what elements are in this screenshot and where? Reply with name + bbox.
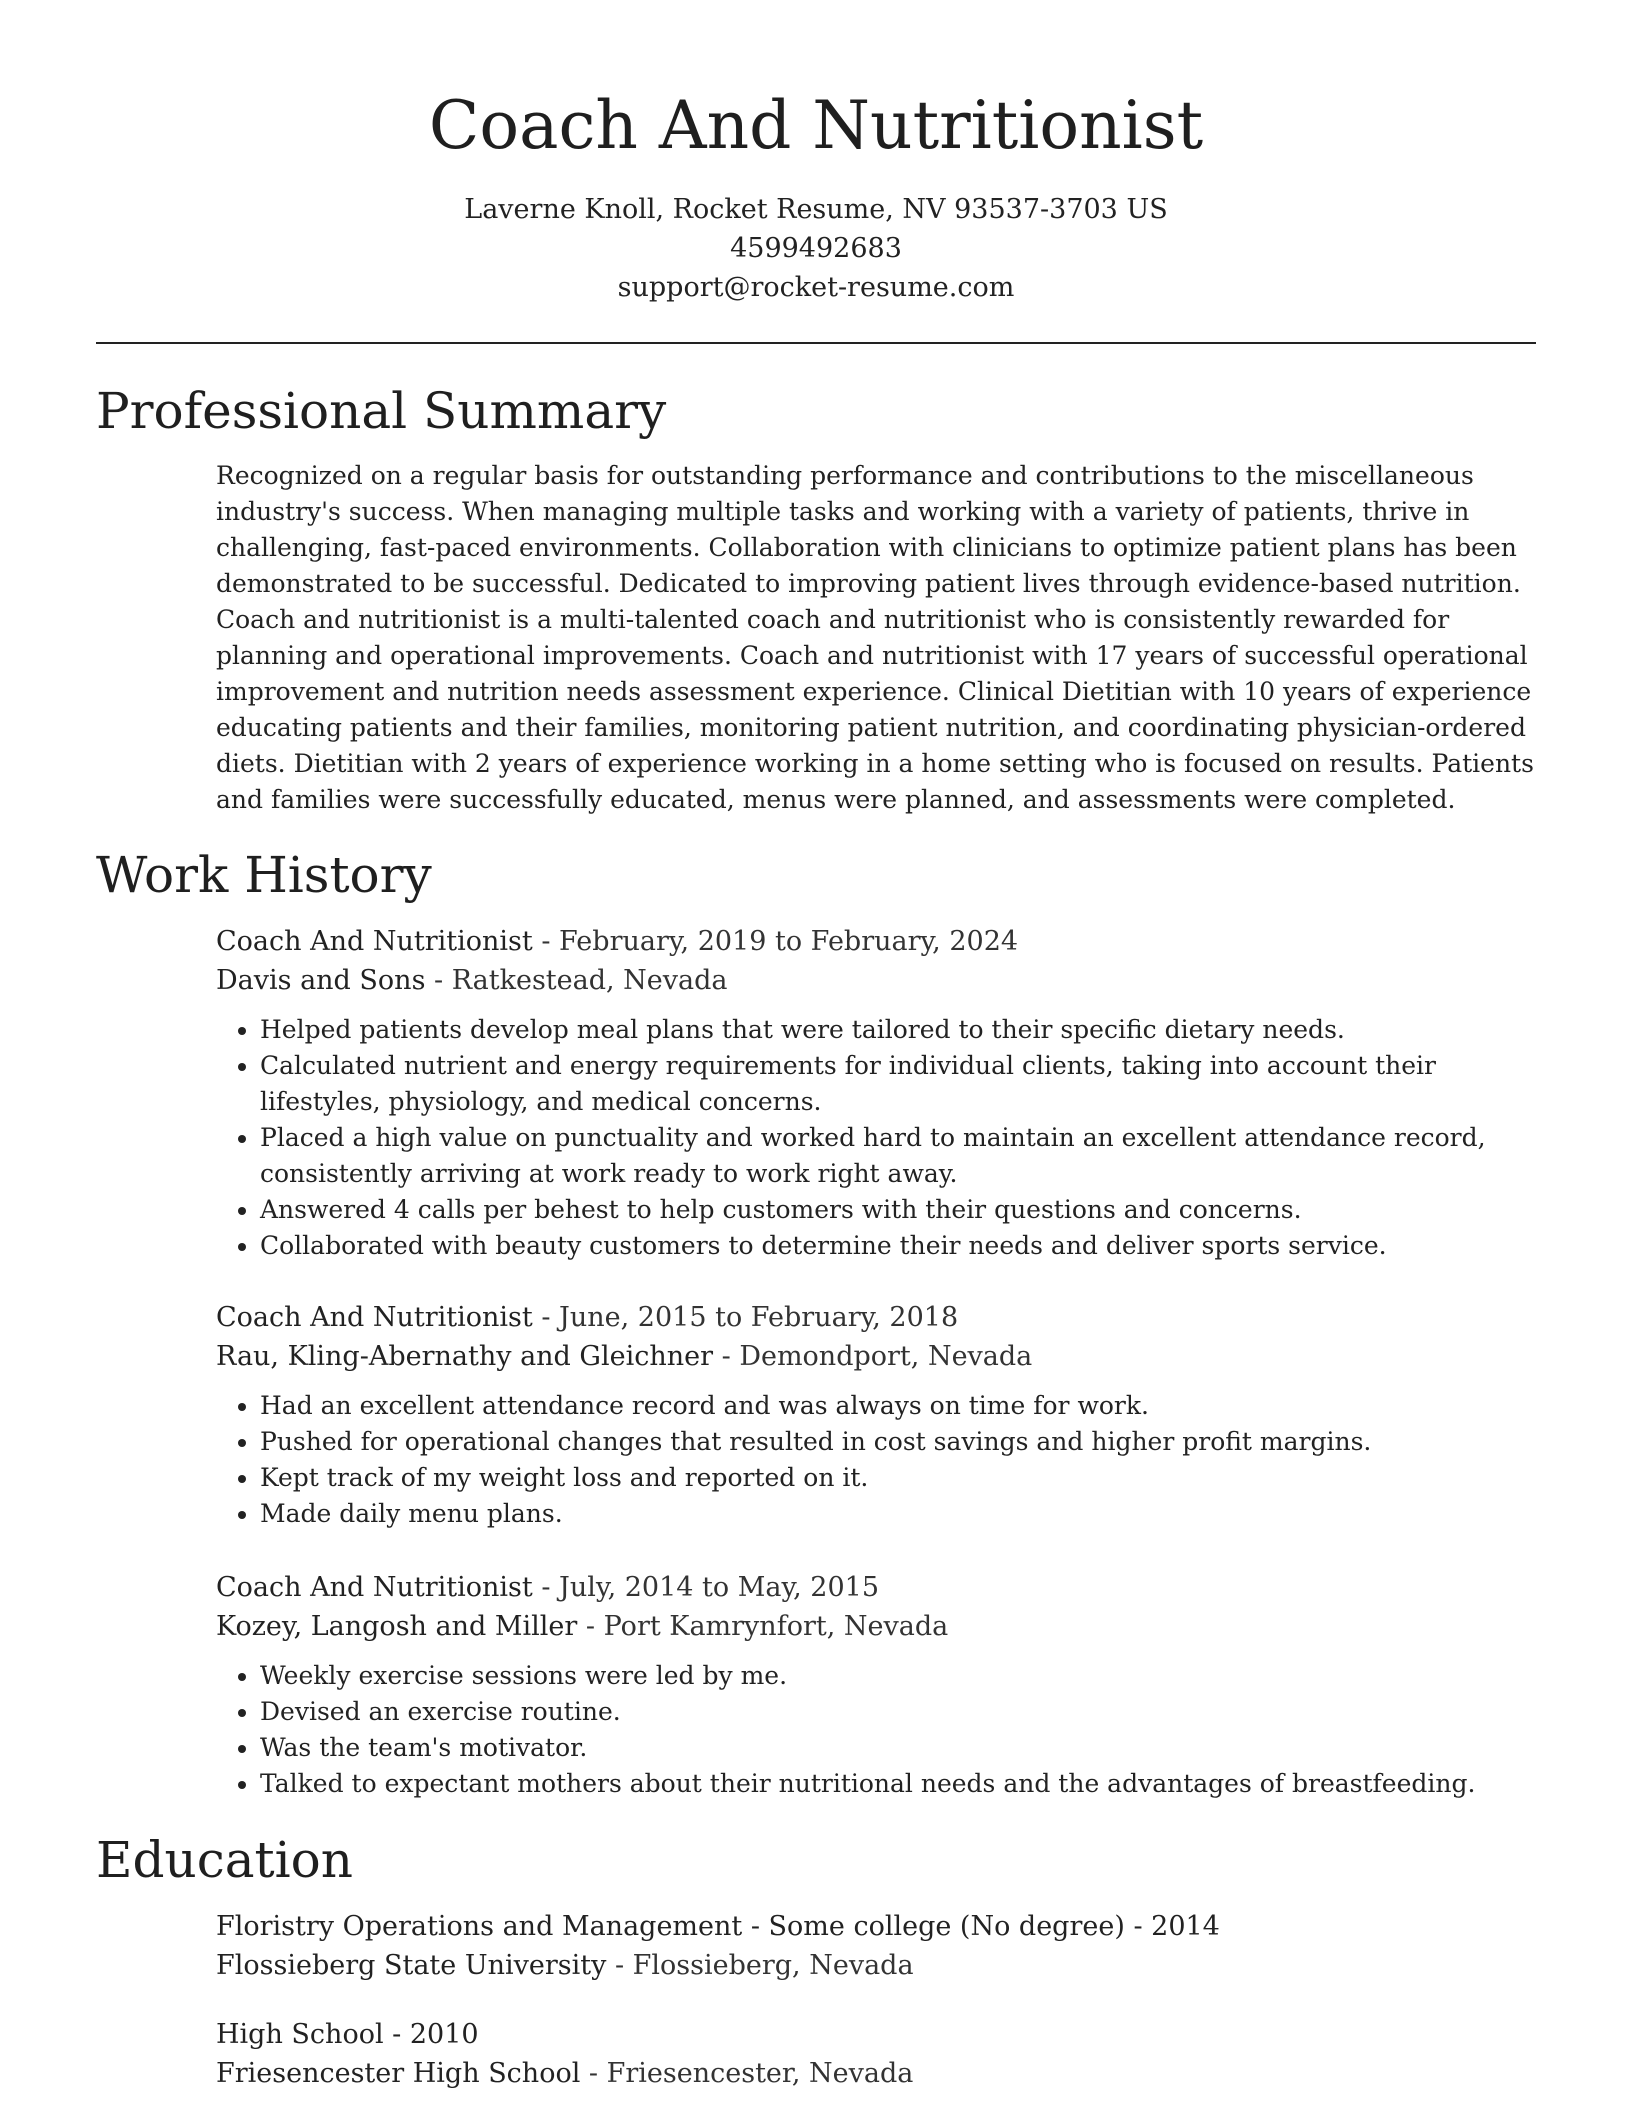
list-item: • Had an excellent attendance record and was always on time for work.	[260, 1388, 1536, 1424]
job-entry	[216, 922, 1536, 1264]
list-item: • Devised an exercise routine.	[260, 1694, 1536, 1730]
job-company-line: Rau, Kling-Abernathy and Gleichner - Demondport, Nevada	[216, 1341, 1033, 1372]
list-item: • Made daily menu plans.	[260, 1496, 1536, 1532]
education-entry	[216, 1907, 1536, 1985]
contact-email: support@rocket-resume.com	[617, 272, 1015, 303]
list-item: • Was the team's motivator.	[260, 1730, 1536, 1766]
job-title-line: Coach And Nutritionist - July, 2014 to May, 2015	[216, 1572, 879, 1603]
job-location: Demondport, Nevada	[739, 1341, 1033, 1372]
section-heading-summary: Professional Summary	[96, 382, 667, 440]
list-item: • Calculated nutrient and energy requirements for individual clients, taking into account their lifestyles, physiology, and medical concerns.	[260, 1048, 1536, 1120]
job-title: Coach And Nutritionist	[216, 1302, 533, 1333]
contact-phone: 4599492683	[730, 233, 902, 264]
job-company-line: Davis and Sons - Ratkestead, Nevada	[216, 965, 728, 996]
education-location: Friesencester, Nevada	[606, 2058, 914, 2089]
education-school-line: Flossieberg State University - Flossieberg, Nevada	[216, 1950, 914, 1981]
education-location: Flossieberg, Nevada	[632, 1950, 914, 1981]
section-heading-work: Work History	[96, 846, 432, 904]
job-location: Port Kamrynfort, Nevada	[603, 1611, 949, 1642]
header-divider	[96, 342, 1536, 344]
education-school: Friesencester High School	[216, 2058, 581, 2089]
list-item: • Collaborated with beauty customers to determine their needs and deliver sports service.	[260, 1228, 1536, 1264]
job-dates: June, 2015 to February, 2018	[559, 1302, 959, 1333]
candidate-name: Coach And Nutritionist	[428, 87, 1204, 164]
job-entry	[216, 1568, 1536, 1802]
job-company: Kozey, Langosh and Miller	[216, 1611, 578, 1642]
list-item: • Helped patients develop meal plans that were tailored to their specific dietary needs.	[260, 1012, 1536, 1048]
job-dates: July, 2014 to May, 2015	[559, 1572, 879, 1603]
job-bullets	[216, 1658, 1536, 1802]
list-item: • Placed a high value on punctuality and worked hard to maintain an excellent attendance record, consistently arriving at work ready to work right away.	[260, 1120, 1536, 1192]
job-bullets	[216, 1388, 1536, 1532]
education-school: Flossieberg State University	[216, 1950, 607, 1981]
job-title-line: Coach And Nutritionist - February, 2019 to February, 2024	[216, 926, 1019, 957]
job-title: Coach And Nutritionist	[216, 926, 533, 957]
summary-block	[216, 458, 1536, 818]
education-degree-line: High School - 2010	[216, 2019, 479, 2050]
contact-block	[0, 190, 1632, 307]
list-item: • Answered 4 calls per behest to help customers with their questions and concerns.	[260, 1192, 1536, 1228]
job-title-line: Coach And Nutritionist - June, 2015 to February, 2018	[216, 1302, 959, 1333]
job-title: Coach And Nutritionist	[216, 1572, 533, 1603]
list-item: • Kept track of my weight loss and reported on it.	[260, 1460, 1536, 1496]
contact-address: Laverne Knoll, Rocket Resume, NV 93537-3703 US	[464, 194, 1168, 225]
education-degree-line: Floristry Operations and Management - Some college (No degree) - 2014	[216, 1911, 1220, 1942]
job-entry	[216, 1298, 1536, 1532]
job-company-line: Kozey, Langosh and Miller - Port Kamrynfort, Nevada	[216, 1611, 949, 1642]
summary-text: Recognized on a regular basis for outstanding performance and contributions to the miscellaneous industry's success. When managing multiple tasks and working with a variety of patients, thrive in challenging, fast-paced environments. Collaboration with clinicians to optimize patient plans has been demonstrated to be successful. Dedicated to improving patient lives through evidence-based nutrition. Coach and nutritionist is a multi-talented coach and nutritionist who is consistently rewarded for planning and operational improvements. Coach and nutritionist with 17 years of successful operational improvement and nutrition needs assessment experience. Clinical Dietitian with 10 years of experience educating patients and their families, monitoring patient nutrition, and coordinating physician-ordered diets. Dietitian with 2 years of experience working in a home setting who is focused on results. Patients and families were successfully educated, menus were planned, and assessments were completed.	[216, 461, 1534, 814]
job-company: Davis and Sons	[216, 965, 426, 996]
list-item: • Pushed for operational changes that resulted in cost savings and higher profit margins.	[260, 1424, 1536, 1460]
section-heading-education: Education	[96, 1831, 353, 1889]
job-company: Rau, Kling-Abernathy and Gleichner	[216, 1341, 714, 1372]
job-location: Ratkestead, Nevada	[451, 965, 728, 996]
list-item: • Weekly exercise sessions were led by me.	[260, 1658, 1536, 1694]
education-entry	[216, 2015, 1536, 2093]
list-item: • Talked to expectant mothers about their nutritional needs and the advantages of breastfeeding.	[260, 1766, 1536, 1802]
job-bullets	[216, 1012, 1536, 1264]
job-dates: February, 2019 to February, 2024	[559, 926, 1019, 957]
resume-header	[0, 0, 1632, 307]
education-school-line: Friesencester High School - Friesencester, Nevada	[216, 2058, 914, 2089]
